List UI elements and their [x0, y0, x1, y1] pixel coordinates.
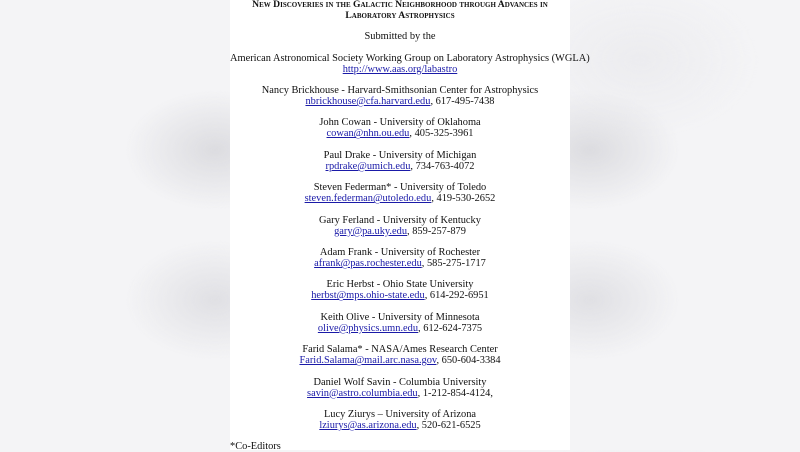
author-contact — [230, 388, 570, 399]
author-phone: , 734-763-4072 — [410, 160, 475, 172]
author-email-link[interactable]: gary@pa.uky.edu — [334, 225, 408, 237]
url-link[interactable]: http://www.aas.org/labastro — [342, 64, 458, 75]
author-contact — [230, 193, 570, 204]
author-phone: , 650-604-3384 — [436, 355, 501, 367]
url-line — [230, 64, 570, 75]
author-contact — [230, 128, 570, 139]
submitted-by: Submitted by the — [364, 31, 436, 42]
author-name: Lucy Ziurys – University of Arizona — [323, 409, 477, 420]
author-email-link[interactable]: olive@physics.umn.edu — [317, 322, 419, 334]
author-email-link[interactable]: steven.federman@utoledo.edu — [304, 193, 432, 205]
author-name: Adam Frank - University of Rochester — [319, 247, 481, 258]
author-email-link[interactable]: herbst@mps.ohio-state.edu — [311, 290, 425, 302]
author-phone: , 585-275-1717 — [421, 258, 486, 269]
author-phone: , 520-621-6525 — [416, 420, 481, 431]
author-name: Gary Ferland - University of Kentucky — [319, 214, 481, 226]
author-name: Daniel Wolf Savin - Columbia University — [313, 376, 487, 388]
author-email-link[interactable]: afrank@pas.rochester.edu — [314, 258, 422, 269]
author-phone: , 617-495-7438 — [430, 96, 495, 107]
author-phone: , 405-325-3961 — [409, 128, 474, 140]
author-contact — [230, 355, 570, 366]
author-name: Nancy Brickhouse - Harvard-Smithsonian Center for Astrophysics — [261, 85, 539, 96]
author-phone: , 859-257-879 — [407, 225, 466, 237]
author-name: Farid Salama* - NASA/Ames Research Center — [302, 344, 498, 356]
author-phone: , 419-530-2652 — [431, 193, 496, 205]
title-line-1: New Discoveries in the Galactic Neighborhood through Advances in — [252, 0, 548, 10]
author-contact — [230, 290, 570, 301]
document-page — [230, 0, 590, 452]
organization: American Astronomical Society Working Group on Laboratory Astrophysics (WGLA) — [230, 53, 590, 64]
title-line-2: Laboratory Astrophysics — [345, 10, 455, 21]
author-email-link[interactable]: nbrickhouse@cfa.harvard.edu — [305, 96, 431, 107]
author-email-link[interactable]: cowan@nhn.ou.edu — [326, 128, 410, 140]
author-contact — [230, 258, 570, 269]
footnote: *Co-Editors — [230, 441, 281, 452]
author-phone: , 612-624-7375 — [418, 322, 483, 334]
author-email-link[interactable]: savin@astro.columbia.edu — [307, 387, 418, 399]
author-contact — [230, 226, 570, 237]
author-name: Keith Olive - University of Minnesota — [320, 311, 480, 323]
author-phone: , 614-292-6951 — [424, 290, 489, 302]
author-phone: , 1-212-854-4124, — [417, 387, 493, 399]
author-email-link[interactable]: rpdrake@umich.edu — [325, 160, 411, 172]
author-name: Steven Federman* - University of Toledo — [313, 182, 487, 194]
author-contact — [230, 96, 570, 107]
author-contact — [230, 323, 570, 334]
author-email-link[interactable]: lziurys@as.arizona.edu — [319, 420, 417, 431]
author-email-link[interactable]: Farid.Salama@mail.arc.nasa.gov — [299, 355, 437, 367]
author-contact — [230, 161, 570, 172]
author-name: John Cowan - University of Oklahoma — [319, 117, 481, 129]
author-name: Paul Drake - University of Michigan — [323, 149, 477, 161]
author-name: Eric Herbst - Ohio State University — [326, 279, 474, 291]
author-contact — [230, 420, 570, 431]
